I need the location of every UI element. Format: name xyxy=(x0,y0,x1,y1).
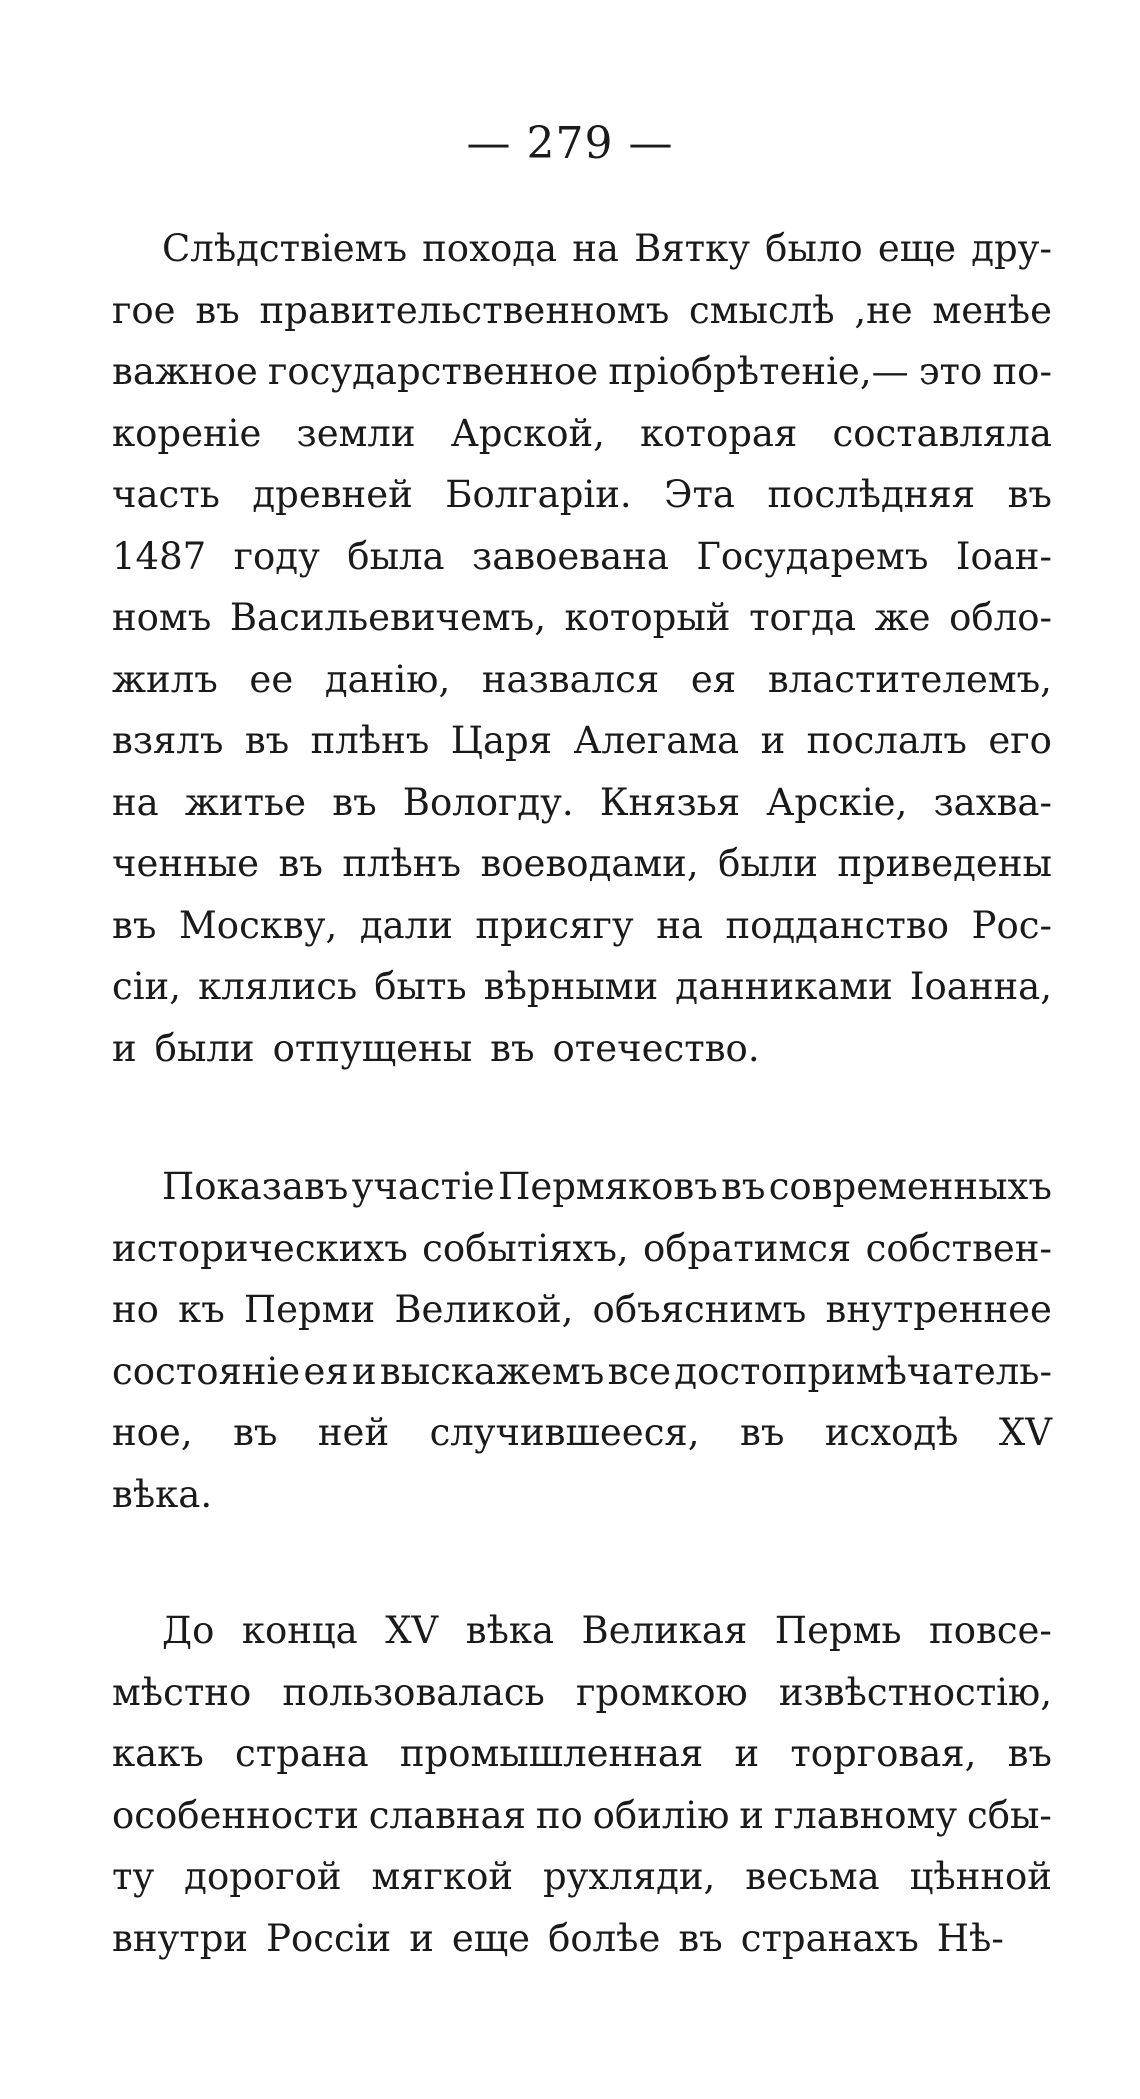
word: Васильевичемъ, xyxy=(229,596,546,639)
word: славная xyxy=(368,1793,526,1837)
word: Вятку xyxy=(634,227,751,270)
word: Перми xyxy=(243,1288,376,1331)
text-line xyxy=(112,1846,1052,1908)
word: въ xyxy=(1007,1732,1052,1775)
word: какъ xyxy=(112,1732,204,1775)
word: Царя xyxy=(450,719,553,762)
word: и xyxy=(760,719,786,762)
word: государственное xyxy=(268,350,599,393)
text-line xyxy=(112,280,1052,342)
word: главному xyxy=(773,1793,958,1837)
word: обло- xyxy=(949,596,1052,639)
word: страна xyxy=(235,1732,369,1775)
word: Пермь xyxy=(774,1609,902,1652)
word: быть xyxy=(374,965,467,1008)
word: по xyxy=(535,1793,583,1837)
word: ея xyxy=(303,1349,349,1393)
word: Арской, xyxy=(450,411,605,455)
word: Москву, xyxy=(178,903,338,947)
word: въ xyxy=(1007,473,1052,516)
word: составляла xyxy=(832,411,1052,455)
word: на xyxy=(572,227,619,270)
word: внутреннее xyxy=(825,1288,1052,1331)
word: Показавъ xyxy=(162,1165,349,1208)
word: по- xyxy=(992,350,1052,393)
word: Вологду. xyxy=(402,780,574,824)
text-line xyxy=(112,587,1052,649)
word: было xyxy=(765,227,863,270)
word: и xyxy=(409,1916,434,1960)
word: Слѣдствіемъ xyxy=(162,227,407,270)
word: сбы- xyxy=(966,1793,1052,1837)
word: все xyxy=(607,1349,672,1393)
word: послалъ xyxy=(806,719,967,762)
text-line xyxy=(112,649,1052,711)
word: Пермяковъ xyxy=(498,1165,718,1208)
word: подданство xyxy=(725,903,949,947)
text-line xyxy=(112,1218,1052,1280)
paragraph-3 xyxy=(112,1600,1052,1969)
word: Великой, xyxy=(394,1288,574,1331)
word: ея xyxy=(690,657,737,701)
word: дорогой xyxy=(184,1855,342,1898)
word: гое xyxy=(112,288,176,332)
word: ное, xyxy=(112,1411,193,1454)
word: дру- xyxy=(971,227,1052,270)
word: историческихъ xyxy=(112,1226,408,1270)
word: дали xyxy=(359,903,453,947)
word: въ xyxy=(244,719,290,762)
word: плѣнъ xyxy=(310,719,430,762)
text-line xyxy=(112,218,1052,280)
text-line xyxy=(112,526,1052,588)
word: въ xyxy=(332,780,377,824)
word: въ xyxy=(112,903,157,947)
word: захва- xyxy=(933,780,1052,824)
word: и xyxy=(351,1349,377,1393)
word: земли xyxy=(296,411,416,455)
word: современныхъ xyxy=(768,1165,1052,1208)
word: ту xyxy=(112,1855,155,1898)
word: клялись xyxy=(198,965,358,1008)
word: были xyxy=(718,842,818,885)
word: случившееся, xyxy=(429,1411,700,1454)
word: въ xyxy=(233,1411,278,1454)
word: повсе- xyxy=(929,1609,1052,1652)
word: въ xyxy=(739,1411,785,1454)
word: тогда xyxy=(749,596,857,639)
word: завоевана xyxy=(472,534,669,578)
word: еще xyxy=(877,227,957,270)
word: особенности xyxy=(112,1793,359,1837)
word: исходѣ xyxy=(824,1411,959,1454)
word: на xyxy=(656,903,703,947)
text-line xyxy=(112,895,1052,957)
word: вѣка. xyxy=(112,1472,213,1516)
word: Арскіе, xyxy=(766,780,908,824)
text-line xyxy=(112,1279,1052,1341)
word: цѣнной xyxy=(909,1855,1052,1898)
text-line xyxy=(112,1662,1052,1724)
text-line xyxy=(112,710,1052,772)
word: данію, xyxy=(324,657,451,701)
word: и xyxy=(112,1026,137,1070)
word: состояніе xyxy=(112,1349,301,1393)
word: мѣстно xyxy=(112,1670,252,1714)
word: смыслѣ xyxy=(689,288,835,332)
word: его xyxy=(988,719,1052,762)
word: Нѣ- xyxy=(936,1916,1004,1960)
word: достопримѣчатель- xyxy=(674,1349,1052,1393)
word: событіяхъ, xyxy=(422,1226,629,1270)
word: ее xyxy=(249,657,294,701)
word: важное xyxy=(112,350,258,393)
word: послѣдняя xyxy=(767,473,976,516)
word: и xyxy=(739,1793,764,1837)
word: Великая xyxy=(581,1609,748,1652)
word: номъ xyxy=(112,596,212,639)
word: Эта xyxy=(664,473,735,516)
word: похода xyxy=(422,227,558,270)
paragraph-2 xyxy=(112,1156,1052,1525)
word: обилію xyxy=(592,1793,730,1837)
word: весьма xyxy=(745,1855,880,1898)
word: сіи, xyxy=(112,965,181,1008)
word: громкою xyxy=(575,1670,748,1714)
word: назвался xyxy=(481,657,660,701)
text-line xyxy=(112,1785,1052,1847)
word: мягкой xyxy=(371,1855,514,1898)
word: пользовалась xyxy=(282,1670,545,1714)
word: правительственномъ xyxy=(259,288,670,332)
text-line xyxy=(112,341,1052,403)
text-line xyxy=(112,1402,1052,1464)
word: жилъ xyxy=(112,657,218,701)
text-line xyxy=(112,1600,1052,1662)
word: Болгаріи. xyxy=(445,473,632,516)
word: древней xyxy=(252,473,413,516)
text-line xyxy=(112,1464,1052,1526)
word: ,не xyxy=(854,288,913,332)
paragraph-1 xyxy=(112,218,1052,1079)
word: пріобрѣтеніе,— xyxy=(608,350,909,393)
word: вѣка xyxy=(465,1609,555,1652)
word: вѣрными xyxy=(483,965,659,1008)
word: въ xyxy=(721,1165,766,1208)
word: году xyxy=(233,534,320,578)
word: отечество. xyxy=(552,1026,760,1070)
word: но xyxy=(112,1288,159,1331)
word: Князья xyxy=(599,780,741,824)
word: Іоанна, xyxy=(909,965,1052,1008)
word: менѣе xyxy=(932,288,1052,332)
word: присягу xyxy=(475,903,634,947)
word: собствен- xyxy=(865,1226,1052,1270)
word: промышленная xyxy=(399,1732,704,1775)
text-line xyxy=(112,833,1052,895)
word: болѣе xyxy=(548,1916,661,1960)
text-line xyxy=(112,1908,1052,1970)
word: XV xyxy=(385,1609,439,1652)
word: XV xyxy=(998,1411,1052,1454)
word: До xyxy=(162,1609,215,1652)
word: объяснимъ xyxy=(592,1288,807,1331)
word: были xyxy=(154,1026,255,1070)
text-line xyxy=(112,956,1052,1018)
word: это xyxy=(918,350,983,393)
word: который xyxy=(564,596,731,639)
word: обратимся xyxy=(642,1226,852,1270)
text-line xyxy=(112,1723,1052,1785)
word: выскажемъ xyxy=(379,1349,605,1393)
word: Государемъ xyxy=(696,534,929,578)
word: часть xyxy=(112,473,220,516)
word: данниками xyxy=(675,965,893,1008)
word: участіе xyxy=(351,1165,495,1208)
word: ченные xyxy=(112,842,260,885)
word: конца xyxy=(241,1609,358,1652)
word: торговая, xyxy=(790,1732,977,1775)
word: кореніе xyxy=(112,411,262,455)
word: въ xyxy=(490,1026,535,1070)
text-line xyxy=(112,1341,1052,1403)
text-line xyxy=(112,464,1052,526)
word: Алегама xyxy=(573,719,740,762)
word: въ xyxy=(278,842,323,885)
word: въ xyxy=(195,288,240,332)
word: житье xyxy=(184,780,307,824)
word: которая xyxy=(640,411,798,455)
word: воеводами, xyxy=(480,842,699,885)
word: Іоан- xyxy=(955,534,1052,578)
text-line xyxy=(112,772,1052,834)
word: Россіи xyxy=(266,1916,392,1960)
word: въ xyxy=(678,1916,723,1960)
word: 1487 xyxy=(112,534,207,578)
word: еще xyxy=(451,1916,531,1960)
word: властителемъ, xyxy=(767,657,1052,701)
word: плѣнъ xyxy=(342,842,461,885)
word: извѣстностію, xyxy=(778,1670,1052,1714)
word: странахъ xyxy=(740,1916,919,1960)
word: внутри xyxy=(112,1916,249,1960)
word: къ xyxy=(178,1288,225,1331)
word: на xyxy=(112,780,159,824)
word: рухляди, xyxy=(542,1855,716,1898)
text-line xyxy=(112,1156,1052,1218)
text-line xyxy=(112,1018,1052,1080)
word: была xyxy=(347,534,445,578)
word: и xyxy=(734,1732,760,1775)
word: Рос- xyxy=(971,903,1052,947)
word: ней xyxy=(317,1411,390,1454)
word: приведены xyxy=(837,842,1052,885)
word: же xyxy=(874,596,931,639)
page-number: — 279 — xyxy=(466,118,674,169)
word: отпущены xyxy=(272,1026,473,1070)
text-line xyxy=(112,403,1052,465)
word: взялъ xyxy=(112,719,224,762)
